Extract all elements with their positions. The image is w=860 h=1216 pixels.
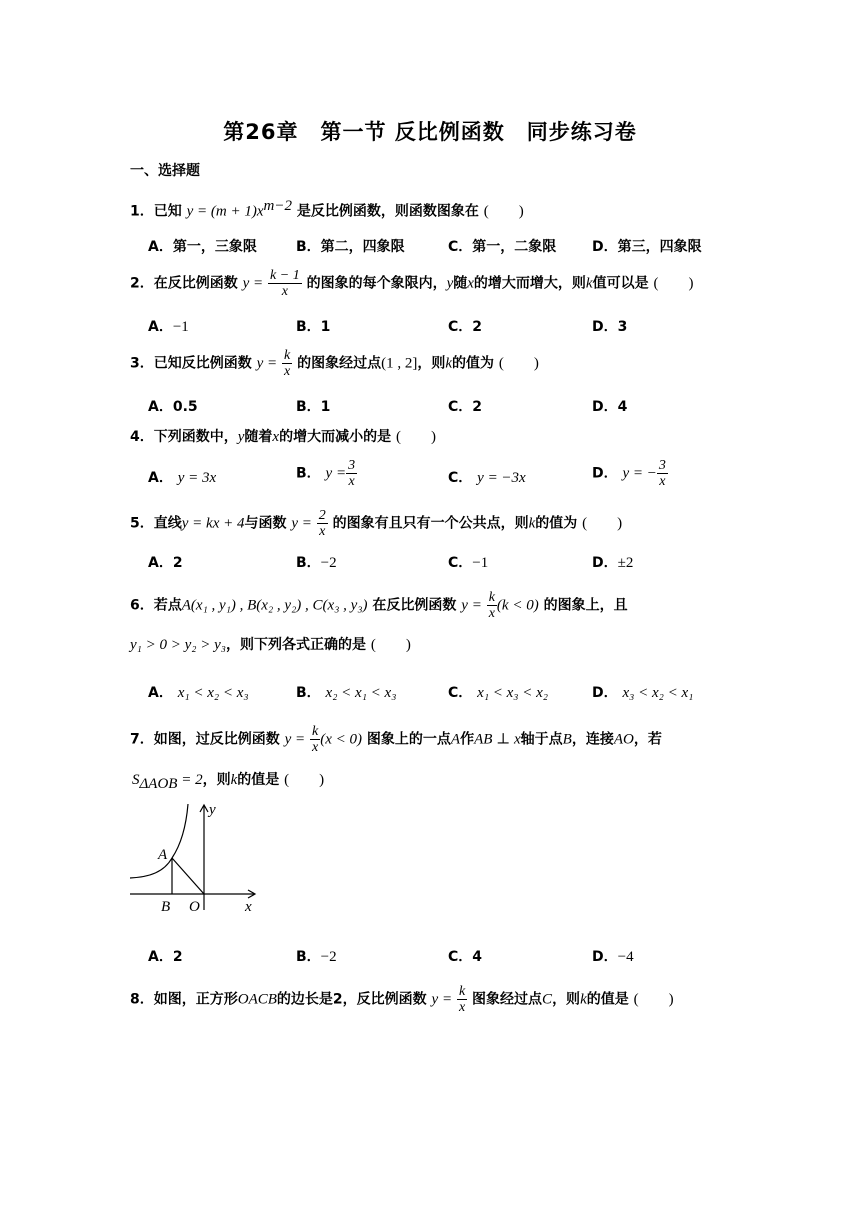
q6-frac-num: k xyxy=(488,590,495,605)
q2-paren: ( ) xyxy=(653,275,694,292)
option-label: A． xyxy=(148,685,173,701)
question-8 xyxy=(130,984,674,1015)
q8-frac-den: x xyxy=(458,1000,466,1015)
q3-text3: 的值为 xyxy=(452,355,495,372)
q5-option-a[interactable] xyxy=(148,552,183,572)
option-fraction xyxy=(346,458,357,489)
q3-paren: ( ) xyxy=(498,355,539,372)
q7-text2: 作 xyxy=(460,731,475,748)
option-label: A． xyxy=(148,399,173,415)
option-label: B． xyxy=(296,319,321,335)
q6-y: y = xyxy=(461,597,482,614)
q5-text2: 的图象有且只有一个公共点，则 xyxy=(332,515,529,532)
q8-kv: k xyxy=(580,991,587,1008)
q6-text2: 的图象上，且 xyxy=(543,597,628,614)
label-a: A xyxy=(158,847,168,863)
option-label: C． xyxy=(448,399,473,415)
q7-A: A xyxy=(450,731,461,748)
option-value: y = 3x xyxy=(177,470,217,486)
option-value: y = −3x xyxy=(477,470,526,486)
option-value: 2 xyxy=(472,319,483,335)
label-o: O xyxy=(189,899,200,915)
option-label: D． xyxy=(592,399,618,415)
q1-paren: ( ) xyxy=(483,203,524,220)
q1-text: 是反比例函数，则函数图象在 xyxy=(296,203,479,220)
q1-option-d[interactable]: D．第三，四象限 xyxy=(592,239,702,255)
q3-kv: k xyxy=(445,355,453,372)
q4-option-d[interactable] xyxy=(592,458,668,489)
q2-option-c[interactable] xyxy=(448,316,482,336)
q2-text1: 的图象的每个象限内， xyxy=(306,275,447,292)
option-value: 0.5 xyxy=(172,399,198,415)
q2-text3: 的增大而增大，则 xyxy=(473,275,586,292)
question-5 xyxy=(130,508,622,539)
q4-text2: 的增大而减小的是 xyxy=(279,429,392,445)
label-b: B xyxy=(161,899,171,915)
option-value: −2 xyxy=(320,555,337,571)
q7-fraction xyxy=(310,724,320,755)
frac-num: 3 xyxy=(658,458,666,473)
q3-option-d[interactable] xyxy=(592,396,627,416)
q4-option-b[interactable] xyxy=(296,458,357,489)
q7-text7: 的值是 xyxy=(237,772,280,788)
option-label: B． xyxy=(296,555,321,571)
q3-frac-den: x xyxy=(284,364,291,379)
q6-option-b[interactable] xyxy=(296,682,396,702)
option-label: A． xyxy=(148,470,173,486)
q8-text3: ，则 xyxy=(552,991,581,1008)
q2-number: 2．在反比例函数 xyxy=(130,275,238,292)
question-2 xyxy=(130,268,693,299)
question-7 xyxy=(130,724,662,755)
q5-kv: k xyxy=(528,515,536,532)
option-fraction xyxy=(657,458,668,489)
q7-y: y = xyxy=(284,731,306,748)
q6-inequality: y₁ > 0 > y₂ > y₃ xyxy=(130,637,226,653)
q3-text2: ，则 xyxy=(417,355,446,372)
option-value: −1 xyxy=(172,319,189,335)
option-value: 1 xyxy=(320,399,331,415)
q7-frac-num: k xyxy=(312,724,319,739)
segment-ao xyxy=(172,858,204,894)
q2-text4: 值可以是 xyxy=(592,275,649,292)
q1-number: 1．已知 xyxy=(130,203,182,220)
label-y: y xyxy=(209,802,216,818)
q2-y: y = xyxy=(242,275,264,292)
question-4 xyxy=(130,427,436,447)
q7-frac-den: x xyxy=(312,740,319,755)
q8-text2: 图象经过点 xyxy=(472,991,543,1008)
q2-fraction xyxy=(268,268,302,299)
q6-frac-den: x xyxy=(488,606,495,621)
q4-paren: ( ) xyxy=(395,429,436,445)
option-label: C． xyxy=(448,949,473,965)
q8-y: y = xyxy=(431,991,453,1008)
q6-fraction xyxy=(487,590,497,621)
label-x: x xyxy=(245,899,252,915)
q3-number: 3．已知反比例函数 xyxy=(130,355,252,372)
q4-xv: x xyxy=(272,429,280,445)
q8-C: C xyxy=(542,991,553,1008)
option-label: B． xyxy=(296,685,321,701)
q8-text4: 的值是 xyxy=(586,991,629,1008)
option-value: −2 xyxy=(320,949,337,965)
option-label: C． xyxy=(448,555,473,571)
q5-text3: 的值为 xyxy=(535,515,578,532)
q2-option-a[interactable] xyxy=(148,316,189,336)
option-value: 3 xyxy=(617,319,628,335)
q7-B: B xyxy=(562,731,572,748)
option-value: x₃ < x₂ < x₁ xyxy=(622,685,694,701)
frac-den: x xyxy=(348,474,355,489)
q8-text1: 的边长是2，反比例函数 xyxy=(276,991,427,1008)
q7-number: 7．如图，过反比例函数 xyxy=(130,731,280,748)
q5-paren: ( ) xyxy=(582,515,623,532)
q3-option-c[interactable] xyxy=(448,396,482,416)
q6-text3: ，则下列各式正确的是 xyxy=(225,637,366,653)
q3-fraction xyxy=(282,348,292,379)
q2-text2: 随 xyxy=(453,275,468,292)
option-value: ±2 xyxy=(617,555,634,571)
q4-option-a[interactable] xyxy=(148,467,216,487)
option-label: D． xyxy=(592,319,618,335)
q7-area-val: = 2 xyxy=(177,772,203,788)
q5-y: y = xyxy=(291,515,312,532)
q5-frac-num: 2 xyxy=(318,508,326,523)
q6-paren: ( ) xyxy=(370,637,411,653)
q2-frac-den: x xyxy=(281,284,288,299)
q5-fraction xyxy=(317,508,328,539)
q7-AO: AO xyxy=(613,731,634,748)
option-label: A． xyxy=(148,555,173,571)
q8-paren: ( ) xyxy=(633,991,674,1008)
option-label: D． xyxy=(592,555,618,571)
q2-xv: x xyxy=(467,275,474,292)
q5-frac-den: x xyxy=(319,524,326,539)
q1-formula: y = (m + 1)x xyxy=(186,203,264,220)
q3-option-b[interactable] xyxy=(296,396,330,416)
option-label: C． xyxy=(448,470,473,486)
option-label: D． xyxy=(592,685,618,701)
q5-option-b[interactable] xyxy=(296,552,337,572)
q7-option-d[interactable] xyxy=(592,946,634,966)
q7-option-a[interactable] xyxy=(148,946,183,966)
q1-option-a[interactable]: A．第一，三象限 xyxy=(148,239,257,255)
q6-option-d[interactable] xyxy=(592,682,693,702)
q6-number: 6．若点 xyxy=(130,597,182,614)
q5-line: y = kx + 4 xyxy=(181,515,245,532)
q7-option-c[interactable] xyxy=(448,946,482,966)
q8-number: 8．如图，正方形 xyxy=(130,991,238,1008)
option-pre: y = xyxy=(325,465,347,482)
q4-option-c[interactable] xyxy=(448,467,526,487)
q3-y: y = xyxy=(256,355,278,372)
q7-text4: ，连接 xyxy=(571,731,614,748)
q2-option-d[interactable] xyxy=(592,316,627,336)
option-label: B． xyxy=(296,465,321,482)
page-title: 第26章 第一节 反比例函数 同步练习卷 xyxy=(223,120,637,144)
option-value: 1 xyxy=(320,319,331,335)
q5-number: 5．直线 xyxy=(130,515,182,532)
q6-text1: 在反比例函数 xyxy=(372,597,457,614)
question-7-line2 xyxy=(132,770,324,794)
question-6 xyxy=(130,590,628,621)
option-label: A． xyxy=(148,319,173,335)
frac-num: 3 xyxy=(348,458,356,473)
q1-option-b[interactable]: B．第二，四象限 xyxy=(296,239,405,255)
q4-number: 4．下列函数中， xyxy=(130,429,238,445)
q7-text6: ，则 xyxy=(202,772,231,788)
q2-yv: y xyxy=(446,275,454,292)
option-value: x₁ < x₂ < x₃ xyxy=(177,685,249,701)
q2-kv: k xyxy=(585,275,593,292)
frac-den: x xyxy=(659,474,666,489)
q1-exponent: m−2 xyxy=(263,198,292,214)
option-label: D． xyxy=(592,465,618,482)
option-value: 4 xyxy=(472,949,483,965)
q3-option-a[interactable] xyxy=(148,396,198,416)
option-value: −4 xyxy=(617,949,634,965)
q2-frac-num: k − 1 xyxy=(270,268,300,283)
q7-area-sub: ΔAOB xyxy=(139,775,178,792)
q7-perp: AB ⊥ x xyxy=(474,731,521,748)
option-value: x₂ < x₁ < x₃ xyxy=(325,685,397,701)
q7-area: S xyxy=(132,772,140,788)
q6-option-c[interactable] xyxy=(448,682,548,702)
q7-text1: 图象上的一点 xyxy=(366,731,451,748)
q7-figure xyxy=(124,798,264,916)
option-label: A． xyxy=(148,949,173,965)
option-label: C． xyxy=(448,319,473,335)
q4-text1: 随着 xyxy=(244,429,273,445)
option-value: 4 xyxy=(617,399,628,415)
q7-paren: ( ) xyxy=(284,772,325,788)
option-value: 2 xyxy=(172,555,183,571)
q7-kv: k xyxy=(230,772,238,788)
q8-frac-num: k xyxy=(458,984,466,999)
option-value: 2 xyxy=(172,949,183,965)
q3-text1: 的图象经过点 xyxy=(297,355,382,372)
q7-text3: 轴于点 xyxy=(520,731,563,748)
option-value: 2 xyxy=(472,399,483,415)
option-value: −1 xyxy=(472,555,489,571)
option-label: B． xyxy=(296,949,321,965)
q8-square: OACB xyxy=(237,991,277,1008)
q2-option-b[interactable] xyxy=(296,316,330,336)
option-label: C． xyxy=(448,685,473,701)
q1-option-c[interactable]: C．第一，二象限 xyxy=(448,239,557,255)
q3-point: (1 , 2] xyxy=(381,355,418,372)
q5-option-c[interactable] xyxy=(448,552,488,572)
q7-option-b[interactable] xyxy=(296,946,337,966)
q7-cond: (x < 0) xyxy=(320,731,363,748)
option-label: B． xyxy=(296,399,321,415)
option-value: x₁ < x₃ < x₂ xyxy=(477,685,549,701)
question-6-line2 xyxy=(130,635,411,655)
option-pre: y = − xyxy=(622,465,657,482)
q5-option-d[interactable] xyxy=(592,552,633,572)
question-3 xyxy=(130,348,539,379)
q6-option-a[interactable] xyxy=(148,682,249,702)
section-heading: 一、选择题 xyxy=(130,163,200,179)
q5-text1: 与函数 xyxy=(244,515,287,532)
q6-points: A(x₁ , y₁) , B(x₂ , y₂) , C(x₃ , y₃) xyxy=(181,597,368,614)
q6-cond: (k < 0) xyxy=(496,597,539,614)
q7-text5: ，若 xyxy=(633,731,662,748)
question-1 xyxy=(130,196,524,222)
q4-yv: y xyxy=(237,429,245,445)
q8-fraction xyxy=(457,984,467,1015)
q3-frac-num: k xyxy=(284,348,291,363)
option-label: D． xyxy=(592,949,618,965)
